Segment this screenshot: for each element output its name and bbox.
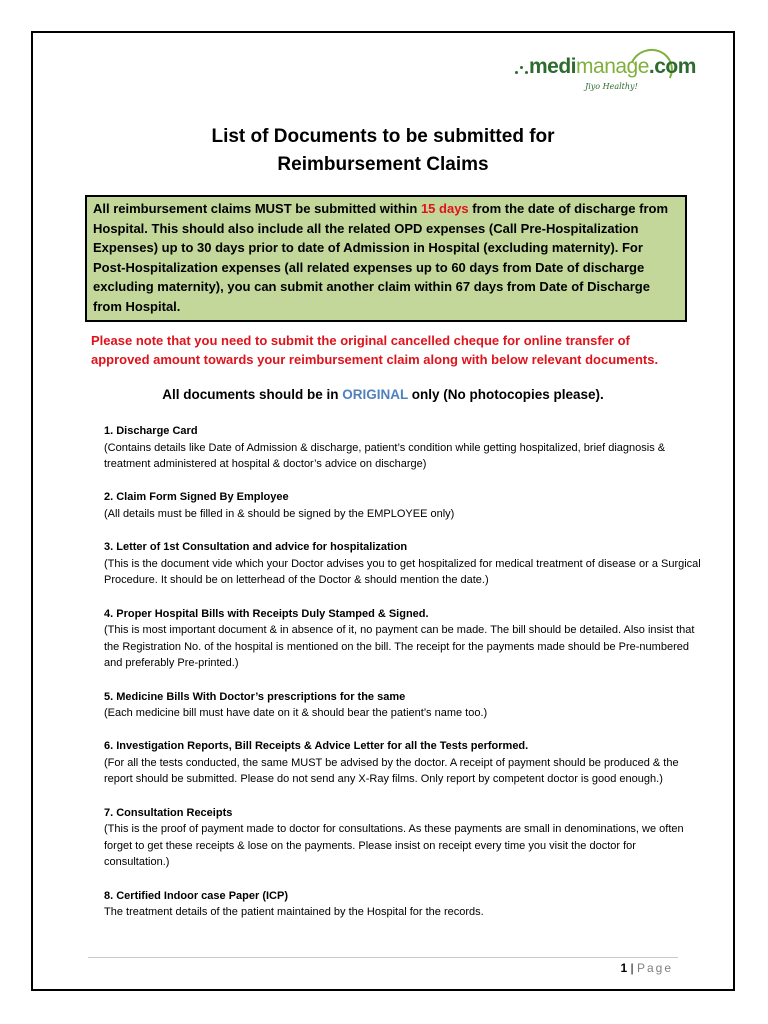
document-item	[104, 805, 704, 871]
document-item-title: 8. Certified Indoor case Paper (ICP)	[104, 889, 288, 902]
logo-wordmark: medimanage.com	[529, 55, 696, 78]
original-highlight: ORIGINAL	[342, 387, 408, 402]
document-item	[104, 738, 704, 788]
document-item-description: (This is the proof of payment made to doctor for consultations. As these payments are small in denominations, we often forget to get these receipts & lose on the payments. Please insist on receipt every time you visit the doctor for consultation.)	[104, 823, 684, 869]
footer-divider	[88, 957, 678, 958]
document-item-description: (For all the tests conducted, the same MUST be advised by the doctor. A receipt of payment should be produced & the report should be submitted. Please do not send any X-Ray films. Only report by competent doctor is good enough.)	[104, 756, 679, 786]
page-number: 1	[620, 961, 628, 975]
page-label: Page	[636, 961, 673, 975]
document-item-title: 1. Discharge Card	[104, 425, 198, 437]
document-title	[33, 123, 733, 179]
submission-deadline-notice: All reimbursement claims MUST be submitted within 15 days from the date of discharge from Hospital. This should also include all the related OPD expenses (Call Pre-Hospitalization Expenses) up to 30 days prior to date of Admission in Hospital (excluding maternity). For Post-Hospitalization expenses (all related expenses up to 60 days from Date of discharge excluding maternity), you can submit another claim within 67 days from Date of Discharge from Hospital.	[85, 195, 687, 322]
document-item-title: 6. Investigation Reports, Bill Receipts & Advice Letter for all the Tests performed.	[104, 740, 529, 753]
document-item-description: (All details must be filled in & should be signed by the EMPLOYEE only)	[104, 507, 455, 520]
document-item	[104, 888, 704, 921]
title-line-2: Reimbursement Claims	[277, 154, 489, 175]
document-item	[104, 489, 704, 522]
document-item-description: (Contains details like Date of Admission & discharge, patient’s condition while getting hospitalized, brief diagnosis & treatment administered at hospital & doctor’s advice on discharge)	[104, 441, 666, 471]
document-item	[104, 689, 704, 722]
original-documents-line: All documents should be in ORIGINAL only (No photocopies please).	[162, 387, 604, 402]
document-page	[31, 31, 735, 991]
document-item	[104, 606, 704, 672]
document-item-title: 5. Medicine Bills With Doctor’s prescriptions for the same	[104, 690, 406, 703]
medimanage-logo	[515, 49, 696, 97]
logo-tagline: Jiyo Healthy!	[585, 82, 638, 91]
page-footer: 1 | Page	[620, 961, 673, 975]
document-item-title: 7. Consultation Receipts	[104, 806, 233, 819]
documents-list	[104, 423, 704, 937]
document-item	[104, 423, 704, 473]
document-item-title: 2. Claim Form Signed By Employee	[104, 491, 289, 504]
document-item	[104, 539, 704, 589]
logo-dots-icon	[515, 63, 529, 77]
title-line-1: List of Documents to be submitted for	[211, 126, 555, 147]
document-item-title: 3. Letter of 1st Consultation and advice for hospitalization	[104, 541, 408, 554]
deadline-days: 15 days	[420, 201, 469, 216]
document-item-description: (This is the document vide which your Doctor advises you to get hospitalized for medical treatment of disease or a Surgical Procedure. It should be on letterhead of the Doctor & should mention the date.)	[104, 557, 701, 587]
document-item-description: (This is most important document & in absence of it, no payment can be made. The bill should be detailed. Also insist that the Registration No. of the hospital is mentioned on the bill. The receipt for the payments made should be Pre-numbered and preferably Pre-printed.)	[104, 624, 695, 670]
document-item-description: (Each medicine bill must have date on it & should bear the patient’s name too.)	[104, 707, 488, 720]
cancelled-cheque-note: Please note that you need to submit the original cancelled cheque for online transfer of approved amount towards your reimbursement claim along with below relevant documents.	[91, 333, 659, 367]
document-item-title: 4. Proper Hospital Bills with Receipts Duly Stamped & Signed.	[104, 607, 429, 620]
document-item-description: The treatment details of the patient maintained by the Hospital for the records.	[104, 906, 484, 919]
